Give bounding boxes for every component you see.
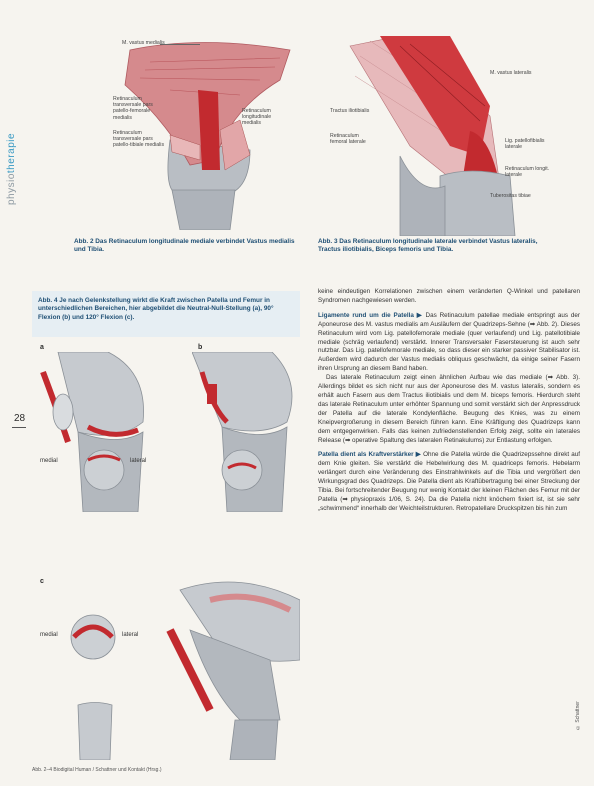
page-number-rule [12,427,26,428]
body-text-column [318,288,580,514]
panel-b-letter: b [198,344,203,351]
fig2-label-left1: Retinaculum transversale pars patello-femorale medialis [113,96,153,121]
fig3-label-right2: Retinaculum longit. laterale [505,166,550,179]
fig2-label-right: Retinaculum longitudinale medialis [242,108,272,127]
body-paragraph-1: Ligamente rund um die Patella ▶ Das Retinaculum patellae mediale entspringt aus der Aponeurose des M. vastus medialis am Ausläufern der Quadrizeps-Sehne (➡ Abb. 2). Dieses Retinaculum wird vom Lig. patellofemorale mediale (quer verlaufend) und Lig. patellotibiale mediale (schräg verlaufend) verstärkt. Innerer Transversaler Fasersteuerung ist auch sehr nutzbar. Das Lig. patellofemorale mediale, so dass dieser ein starker passiver Stabilisator ist. Außerdem wird dadurch der Vastus medialis obliquus geschwächt, da einige seiner Fasern ihren Ursprung an diesem Band haben. [318,311,580,373]
panel-a-patella-view [82,448,126,492]
fig2-label-top: M. vastus medialis [122,40,165,46]
fig3-label-topright: M. vastus lateralis [490,70,532,76]
figure-3-illustration [340,36,550,236]
panel-c-patella-view [68,612,118,662]
section-heading-ligamente: Ligamente rund um die Patella ▶ [318,311,423,319]
figure-4-caption: Abb. 4 Je nach Gelenkstellung wirkt die Kraft zwischen Patella und Femur in unterschiedlichen Bereichen, hier abgebildet die Neutral-Null-Stellung (a), 90° Flexion (b) und 120° Flexion (c). [38,297,274,321]
body-paragraph-0: keine eindeutigen Korrelationen zwischen einem veränderten Q-Winkel und patellaren Syndromen nachgewiesen werden. [318,288,580,304]
panel-c-medial-label: medial [40,632,58,638]
page-number: 28 [14,413,26,424]
figure-2-caption: Abb. 2 Das Retinaculum longitudinale mediale verbindet Vastus medialis und Tibia. [74,238,295,254]
panel-c-tibia-small [70,700,120,760]
panel-a-lateral-label: lateral [130,458,147,464]
journal-side-tab: physiotherapie [6,132,17,205]
panel-c-letter: c [40,578,44,585]
figure-3-caption: Abb. 3 Das Retinaculum longitudinale laterale verbindet Vastus lateralis, Tractus iliotibialis, Biceps femoris und Tibia. [318,238,538,254]
body-paragraph-2: Das laterale Retinaculum zeigt einen ähnlichen Aufbau wie das mediale (➡ Abb. 3). Allerdings bildet es sich nicht nur aus der Aponeurose des M. vastus lateralis, sondern es erhält auch Fasern aus dem Tractus iliotibialis und dem M. biceps femoris. Hierdurch steht das laterale Retinaculum unter erhöhter Spannung und somit verstärkt sich der Anpressdruck der Patella auf die laterale Kondylenfläche. Beugung des Knies, was zu einem Kneipvergroßerung in diesem Bereich führen kann. Eine Kräftigung des Quadrizeps kann dem entgegenwirken. Falls das keinen zufriedenstellenden Erfolg zeigt, sollte ein laterales Release (➡ operative Spaltung des lateralen Retinakulums) zur Entlastung erfolgen. [318,374,580,444]
vertical-credit: © Schattner [575,701,581,730]
figure-4-credit: Abb. 2–4 Biodigital Human / Schattner und Kontakt (Hrsg.) [32,767,162,773]
body-paragraph-3: Patella dient als Kraftverstärker ▶ Ohne die Patella würde die Quadrizepssehne direkt auf dem Knie gleiten. Sie verstärkt die Hebelwirkung des M. quadriceps femoris. Hebelarm verlängert durch eine Veränderung des Einstrahlwinkels auf die Tibia und vergrößert den Wirkungsgrad des Quadrizeps. Die Patella dient als Kraftübertragung bei einer Streckung der Tibia. Bei fortschreitender Beugung nur wenig Kontakt der kleinen Flächen des Femur mit der Patella (➡ physiopraxis 1/06, S. 24). Da die Patella nicht knöchern fixiert ist, ist sie sehr „schwimmend“ innerhalb der Weichteilstrukturen. Retropatellare Druckspitzen bis hin zum [318,451,581,512]
panel-b-patella-view [220,448,264,492]
panel-c-knee [150,570,300,760]
fig2-label-left2: Retinaculum transversale pars patello-tibiale medialis [113,130,165,149]
fig3-label-left1: Tractus iliotibialis [330,108,370,114]
panel-a-letter: a [40,344,44,351]
section-heading-patella: Patella dient als Kraftverstärker ▶ [318,451,421,459]
panel-c-lateral-label: lateral [122,632,139,638]
fig3-label-right1: Lig. patellofibialis laterale [505,138,545,151]
fig3-label-left2: Retinaculum femoral laterale [330,133,366,146]
fig3-label-bottom: Tuberositas tibiae [490,193,531,199]
panel-a-medial-label: medial [40,458,58,464]
figure-4-caption-box [32,291,300,337]
